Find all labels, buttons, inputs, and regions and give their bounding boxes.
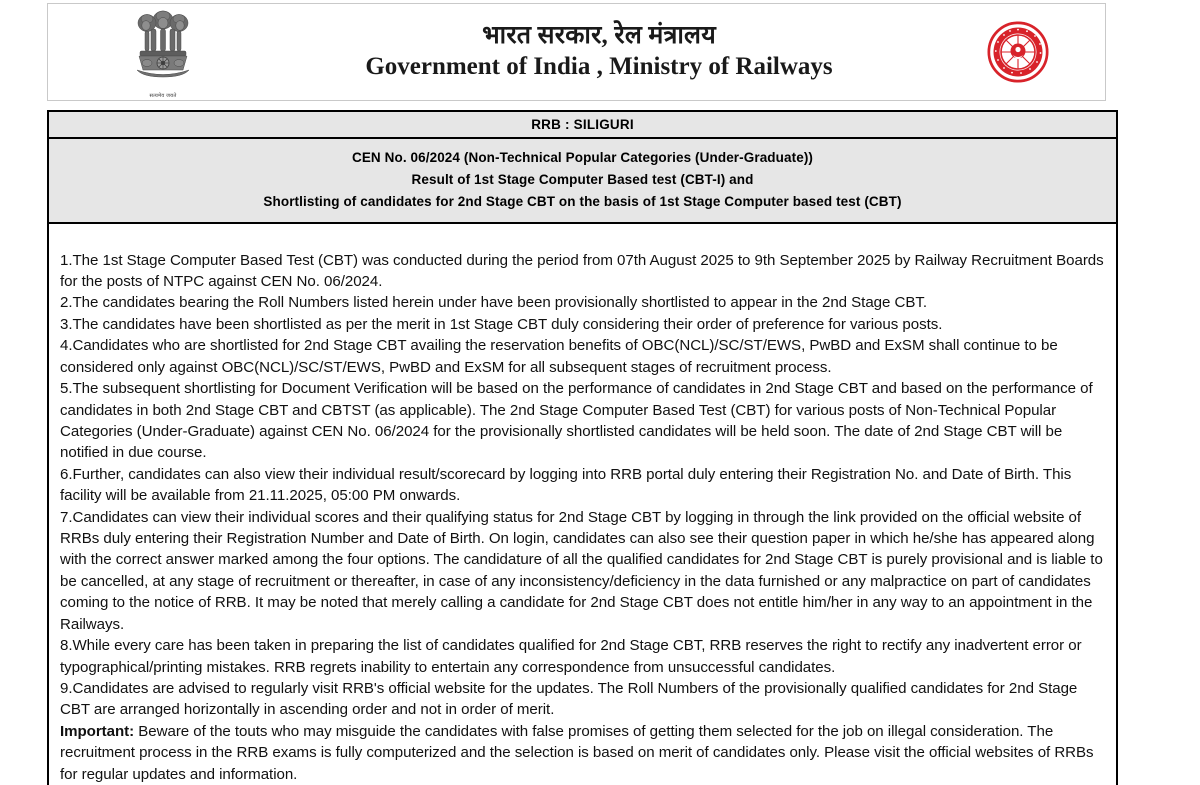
- notice-paragraphs: [60, 250, 1104, 785]
- english-title: Government of India , Ministry of Railways: [365, 53, 833, 81]
- cen-line-2: Result of 1st Stage Computer Based test (CBT-I) and: [411, 171, 754, 187]
- cen-heading-block: [49, 139, 1116, 224]
- notice-body: [49, 224, 1116, 785]
- paragraph-9: 9.Candidates are advised to regularly visit RRB's official website for the updates. The Roll Numbers of the provisionally qualified candidates for 2nd Stage CBT are arranged horizontally in ascending order and not in order of merit.: [60, 680, 1078, 719]
- rrb-title: RRB : SILIGURI: [49, 112, 1116, 139]
- paragraph-7: 7.Candidates can view their individual scores and their qualifying status for 2nd Stage CBT by logging in through the link provided on the official website of RRBs duly entering their Registration Number and Date of Birth. On login, candidates can also see their question paper in which he/she has appeared along with the correct answer marked among the four options. The candidature of all the qualified candidates for 2nd Stage CBT is purely provisional and is liable to be cancelled, at any stage of recruitment or thereafter, in case of any inconsistency/deficiency in the data furnished or any malpractice on part of candidates coming to the notice of RRB. It may be noted that merely calling a candidate for 2nd Stage CBT does not entitle him/her in any way to an appointment in the Railways.: [60, 508, 1103, 633]
- paragraph-1: 1.The 1st Stage Computer Based Test (CBT) was conducted during the period from 07th August 2025 to 9th September 2025 by Railway Recruitment Boards for the posts of NTPC against CEN No. 06/2024.: [60, 251, 1104, 290]
- indian-railways-logo-icon: [987, 21, 1049, 83]
- masthead-header: [47, 3, 1106, 101]
- cen-line-3: Shortlisting of candidates for 2nd Stage CBT on the basis of 1st Stage Computer based test (CBT): [263, 193, 902, 209]
- paragraph-5: 5.The subsequent shortlisting for Document Verification will be based on the performance of candidates in 2nd Stage CBT and based on the performance of candidates in both 2nd Stage CBT and CBTST (as applicable). The 2nd Stage Computer Based Test (CBT) for various posts of Non-Technical Popular Categories (Under-Graduate) against CEN No. 06/2024 for the provisionally shortlisted candidates will be held soon. The date of 2nd Stage CBT will be notified in due course.: [60, 380, 1093, 462]
- important-text: Beware of the touts who may misguide the candidates with false promises of getting them selected for the job on illegal consideration. The recruitment process in the RRB exams is fully computerized and the selection is based on merit of candidates only. Please visit the official websites of RRBs for regular updates and information.: [60, 722, 1094, 783]
- paragraph-6: 6.Further, candidates can also view their individual result/scorecard by logging into RRB portal duly entering their Registration No. and Date of Birth. This facility will be available from 21.11.2025, 05:00 PM onwards.: [60, 465, 1072, 505]
- masthead-titles: [278, 22, 930, 83]
- paragraph-3: 3.The candidates have been shortlisted as per the merit in 1st Stage CBT duly considering their order of preference for various posts.: [60, 315, 943, 333]
- ashoka-emblem-icon: [126, 6, 200, 92]
- indian-railways-logo: [930, 21, 1105, 83]
- notice-table: [47, 110, 1118, 785]
- important-paragraph: [60, 721, 1104, 785]
- important-label: Important:: [60, 722, 135, 740]
- emblem-caption: सत्यमेव जयते: [149, 92, 177, 99]
- paragraph-2: 2.The candidates bearing the Roll Numbers listed herein under have been provisionally shortlisted to appear in the 2nd Stage CBT.: [60, 294, 927, 312]
- hindi-title: भारत सरकार, रेल मंत्रालय: [482, 21, 716, 49]
- cen-line-1: CEN No. 06/2024 (Non-Technical Popular Categories (Under-Graduate)): [351, 150, 814, 165]
- ashoka-emblem: [48, 6, 278, 99]
- paragraph-4: 4.Candidates who are shortlisted for 2nd Stage CBT availing the reservation benefits of OBC(NCL)/SC/ST/EWS, PwBD and ExSM shall continue to be considered only against OBC(NCL)/SC/ST/EWS, PwBD and ExSM for all subsequent stages of recruitment process.: [60, 337, 1058, 376]
- paragraph-8: 8.While every care has been taken in preparing the list of candidates qualified for 2nd Stage CBT, RRB reserves the right to rectify any inadvertent error or typographical/printing mistakes. RRB regrets inability to entertain any correspondence from unsuccessful candidates.: [60, 637, 1082, 676]
